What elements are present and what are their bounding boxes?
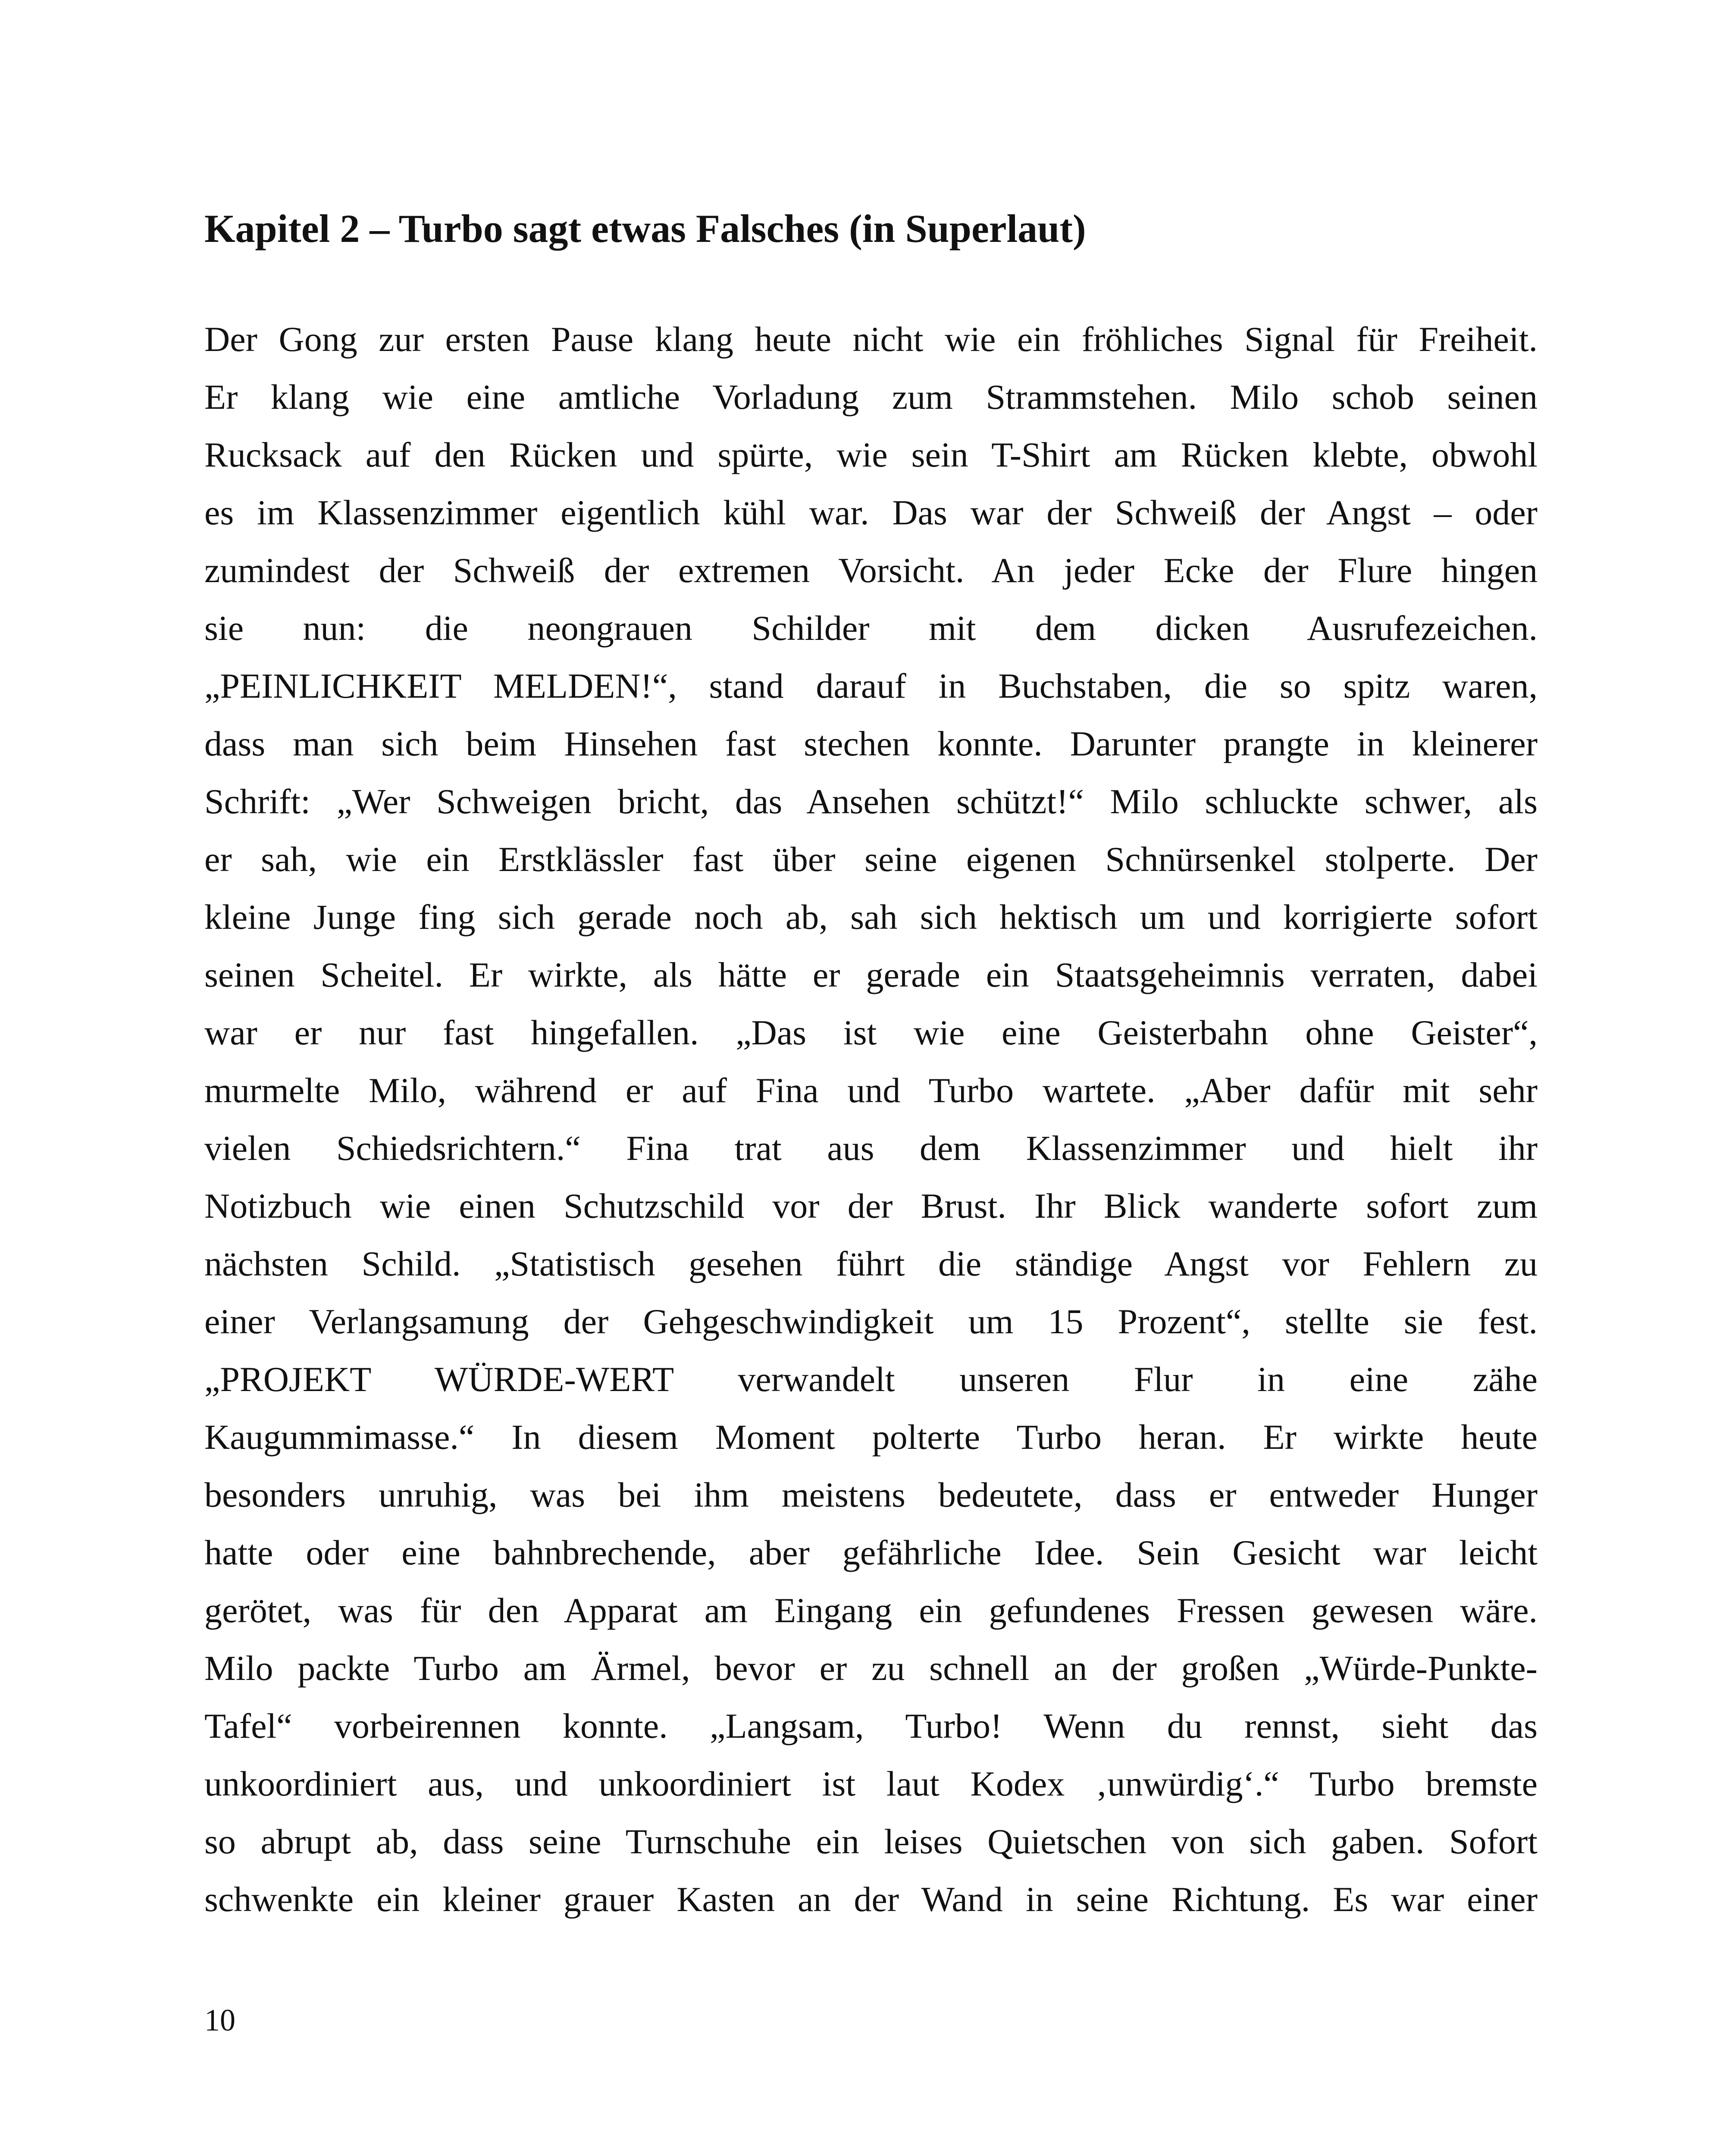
body-paragraph xyxy=(204,310,1538,1928)
text-line: vielen Schiedsrichtern.“ Fina trat aus dem Klassenzimmer und hielt ihr xyxy=(204,1128,1538,1168)
text-line: einer Verlangsamung der Gehgeschwindigkeit um 15 Prozent“, stellte sie fest. xyxy=(204,1302,1538,1341)
text-line: schwenkte ein kleiner grauer Kasten an der Wand in seine Richtung. Es war einer xyxy=(204,1880,1538,1919)
text-line: war er nur fast hingefallen. „Das ist wie eine Geisterbahn ohne Geister“, xyxy=(204,1013,1538,1052)
text-line: seinen Scheitel. Er wirkte, als hätte er gerade ein Staatsgeheimnis verraten, dabei xyxy=(204,955,1538,994)
text-line: Notizbuch wie einen Schutzschild vor der Brust. Ihr Blick wanderte sofort zum xyxy=(204,1186,1538,1225)
text-line: besonders unruhig, was bei ihm meistens bedeutete, dass er entweder Hunger xyxy=(204,1475,1538,1514)
text-line: dass man sich beim Hinsehen fast stechen konnte. Darunter prangte in kleinerer xyxy=(204,724,1538,763)
text-line: Kaugummimasse.“ In diesem Moment polterte Turbo heran. Er wirkte heute xyxy=(204,1417,1538,1457)
text-line: Tafel“ vorbeirennen konnte. „Langsam, Turbo! Wenn du rennst, sieht das xyxy=(204,1706,1538,1745)
chapter-title: Kapitel 2 – Turbo sagt etwas Falsches (in Superlaut) xyxy=(204,207,1086,251)
text-line: „PROJEKT WÜRDE-WERT verwandelt unseren Flur in eine zähe xyxy=(204,1360,1538,1399)
text-line: gerötet, was für den Apparat am Eingang ein gefundenes Fressen gewesen wäre. xyxy=(204,1591,1538,1630)
text-line: sie nun: die neongrauen Schilder mit dem dicken Ausrufezeichen. xyxy=(204,608,1538,648)
text-line: hatte oder eine bahnbrechende, aber gefährliche Idee. Sein Gesicht war leicht xyxy=(204,1533,1538,1572)
text-line: er sah, wie ein Erstklässler fast über seine eigenen Schnürsenkel stolperte. Der xyxy=(204,840,1538,879)
page-number: 10 xyxy=(204,2003,235,2037)
text-line: Er klang wie eine amtliche Vorladung zum Strammstehen. Milo schob seinen xyxy=(204,377,1538,417)
text-line: Rucksack auf den Rücken und spürte, wie sein T-Shirt am Rücken klebte, obwohl xyxy=(204,435,1538,474)
text-line: so abrupt ab, dass seine Turnschuhe ein leises Quietschen von sich gaben. Sofort xyxy=(204,1822,1538,1861)
text-line: Schrift: „Wer Schweigen bricht, das Ansehen schützt!“ Milo schluckte schwer, als xyxy=(204,782,1538,821)
text-line: „PEINLICHKEIT MELDEN!“, stand darauf in Buchstaben, die so spitz waren, xyxy=(204,666,1538,705)
text-line: unkoordiniert aus, und unkoordiniert ist laut Kodex ‚unwürdig‘.“ Turbo bremste xyxy=(204,1764,1538,1803)
text-line: zumindest der Schweiß der extremen Vorsicht. An jeder Ecke der Flure hingen xyxy=(204,551,1538,590)
text-line: murmelte Milo, während er auf Fina und Turbo wartete. „Aber dafür mit sehr xyxy=(204,1071,1538,1110)
text-line: Milo packte Turbo am Ärmel, bevor er zu schnell an der großen „Würde-Punkte- xyxy=(204,1648,1538,1688)
text-line: nächsten Schild. „Statistisch gesehen führt die ständige Angst vor Fehlern zu xyxy=(204,1244,1538,1283)
text-line: es im Klassenzimmer eigentlich kühl war. Das war der Schweiß der Angst – oder xyxy=(204,493,1538,532)
text-line: Der Gong zur ersten Pause klang heute nicht wie ein fröhliches Signal für Freiheit. xyxy=(204,320,1538,359)
text-line: kleine Junge fing sich gerade noch ab, sah sich hektisch um und korrigierte sofort xyxy=(204,897,1538,937)
